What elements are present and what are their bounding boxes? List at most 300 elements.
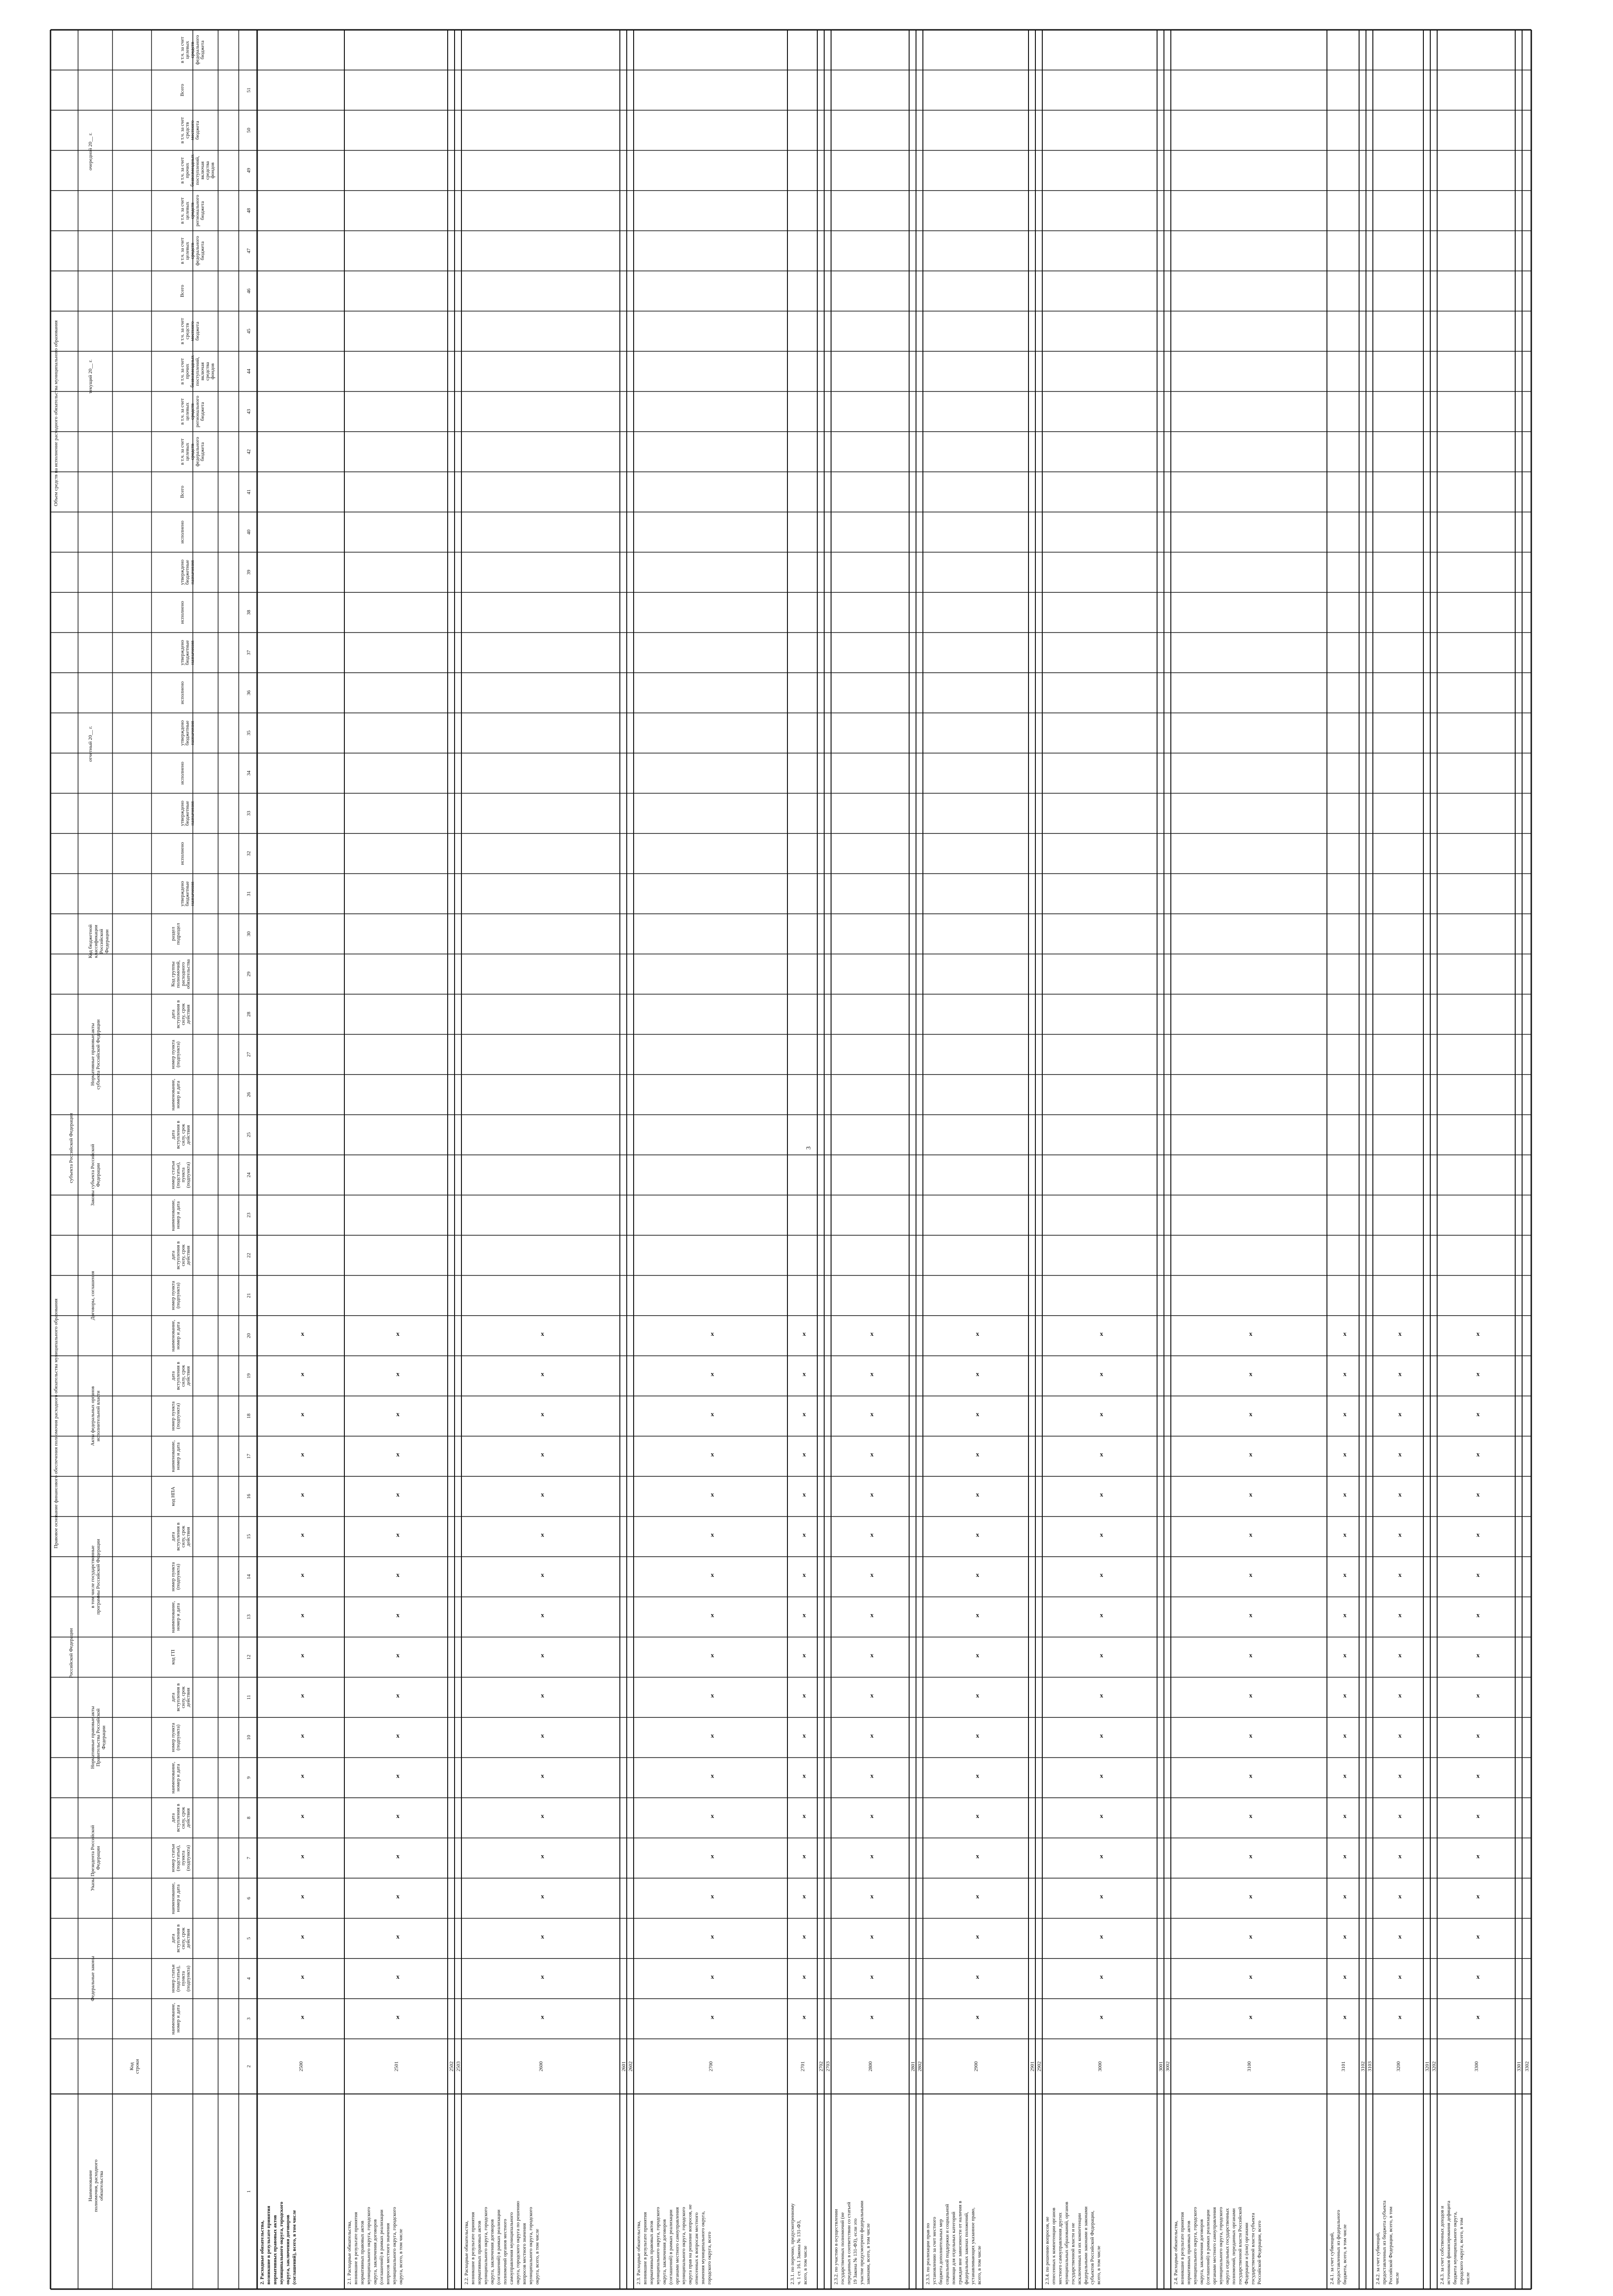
header-col-5-2 [170, 1241, 191, 1269]
empty-cell-mark: x [1343, 1531, 1347, 1539]
empty-cell-mark: x [541, 1330, 544, 1338]
header-col-4-0 [170, 1440, 181, 1472]
empty-cell-mark: x [976, 1812, 979, 1820]
empty-cell-mark: x [1343, 1933, 1347, 1941]
empty-cell-mark: x [711, 1853, 714, 1860]
header-kbk-col-0 [170, 959, 191, 989]
empty-cell-mark: x [1100, 1491, 1103, 1498]
header-vol-col-41 [180, 355, 215, 388]
header-col-6-0 [170, 1199, 181, 1231]
empty-cell-mark: x [1100, 1853, 1103, 1860]
svg-text:в т.ч. за счетцелевыхсредствре: в т.ч. за счетцелевыхсредстврегиональногобюджета [180, 195, 205, 227]
empty-cell-mark: x [1398, 1732, 1402, 1739]
row-code: 2902 [1036, 2061, 1042, 2071]
svg-text:наименование,номер и дата: наименование,номер и дата [170, 1199, 181, 1231]
empty-cell-mark: x [711, 1692, 714, 1699]
empty-cell-mark: x [803, 1371, 806, 1378]
empty-cell-mark: x [976, 1973, 979, 1981]
empty-cell-mark: x [870, 1571, 874, 1579]
empty-cell-mark: x [301, 1893, 304, 1900]
empty-cell-mark: x [803, 1853, 806, 1860]
empty-cell-mark: x [1398, 1612, 1402, 1619]
header-col-1-2 [170, 1804, 191, 1832]
empty-cell-mark: x [396, 1893, 399, 1900]
header-vol-col-29 [180, 842, 185, 865]
empty-cell-mark: x [870, 1773, 874, 1780]
empty-cell-mark: x [1476, 1531, 1480, 1539]
column-number: 37 [246, 650, 252, 655]
header-vol-col-34 [180, 640, 195, 665]
column-number: 2 [246, 2065, 252, 2068]
empty-cell-mark: x [396, 1330, 399, 1338]
svg-text:номер пункта(подпункта): номер пункта(подпункта) [170, 1562, 181, 1592]
empty-cell-mark: x [301, 1853, 304, 1860]
empty-cell-mark: x [1249, 1652, 1253, 1659]
header-col-6-2 [170, 1121, 191, 1149]
header-col-4-2 [170, 1362, 191, 1390]
row-code: 2600 [538, 2061, 544, 2071]
table-row [826, 2061, 831, 2072]
svg-text:наименование,номер и дата: наименование,номер и дата [170, 2003, 181, 2035]
empty-cell-mark: x [301, 1933, 304, 1941]
column-number: 25 [246, 1132, 252, 1137]
empty-cell-mark: x [870, 1411, 874, 1418]
empty-cell-mark: x [1476, 1773, 1480, 1780]
empty-cell-mark: x [1343, 1371, 1347, 1378]
empty-cell-mark: x [870, 1973, 874, 1981]
svg-text:в т.ч. за счетпрочихбезвозмезд: в т.ч. за счетпрочихбезвозмездныхпоступлений,включаясредствафондов [180, 355, 215, 388]
row-title: 2.3.1. по перечню, предусмотренному ч. 1 ст. 16.1 Закона № 131-ФЗ, всего, в том числе [790, 2203, 808, 2285]
row-code: 2702 [818, 2061, 824, 2071]
empty-cell-mark: x [1343, 1330, 1347, 1338]
row-title: 2. Расходные обязательства, возникшие в результате принятия нормативных правовых актов муниципального округа, городского округа, заключения договоров (соглашений), всего, в том числе [259, 2201, 297, 2285]
svg-text:Нормативные правовые актыПрави: Нормативные правовые актыПравительства РоссийскойФедерации [90, 1706, 107, 1769]
header-vol-col-43 [180, 285, 185, 297]
empty-cell-mark: x [976, 1853, 979, 1860]
header-vol-col-45 [180, 195, 205, 226]
empty-cell-mark: x [541, 1973, 544, 1981]
column-number: 40 [246, 529, 252, 535]
table-row [628, 2061, 634, 2071]
empty-cell-mark: x [396, 1571, 399, 1579]
row-title: 2.3.4. по решению вопросов, не отнесенных к компетенции органов местного самоуправления других муниципальных образований, органов государственной власти и не исключенных из их компетенции федеральными законами и законами субъектов Российской Федерации, всего, в том числе [1045, 2201, 1102, 2285]
header-vol-col-31 [180, 761, 185, 784]
table-row [1045, 1331, 1103, 2285]
svg-text:Договоры, соглашения: Договоры, соглашения [90, 1271, 96, 1320]
empty-cell-mark: x [541, 1451, 544, 1458]
row-code: 2501 [393, 2061, 399, 2071]
empty-cell-mark: x [1476, 1411, 1480, 1418]
svg-text:в т.ч. за счетсредствместногоб: в т.ч. за счетсредствместногобюджета [180, 318, 200, 345]
svg-text:наименование,номер и дата: наименование,номер и дата [170, 1761, 181, 1794]
svg-text:наименование,номер и дата: наименование,номер и дата [170, 1601, 181, 1633]
row-code: 3002 [1165, 2061, 1171, 2071]
svg-text:исполнено: исполнено [180, 601, 185, 624]
row-code: 2500 [298, 2061, 304, 2071]
empty-cell-mark: x [301, 1812, 304, 1820]
table-row [1037, 2061, 1042, 2071]
header-current: текущий 20__ г. [88, 359, 93, 394]
empty-cell-mark: x [1476, 2014, 1480, 2021]
header-col-5-1 [170, 1281, 181, 1310]
row-title: 2.3.2. по участию в осуществлении государственных полномочий (не переданных в соответствии со статьей 19 Закона № 131-ФЗ), если это участие предусмотрено федеральными законами, всего, в том числе [833, 2200, 871, 2285]
column-number: 32 [246, 851, 252, 856]
header-group-7 [90, 1019, 101, 1090]
table-row [925, 1331, 982, 2285]
empty-cell-mark: x [1100, 1531, 1103, 1539]
svg-text:датавступления всилу, срокдейс: датавступления всилу, срокдействия [170, 1000, 191, 1029]
empty-cell-mark: x [803, 1812, 806, 1820]
empty-cell-mark: x [803, 1732, 806, 1739]
empty-cell-mark: x [396, 1853, 399, 1860]
row-code: 3201 [1424, 2061, 1430, 2071]
column-number: 24 [246, 1172, 252, 1178]
svg-text:наименование,номер и дата: наименование,номер и дата [170, 1320, 181, 1352]
svg-text:номер пункта(подпункта): номер пункта(подпункта) [170, 1040, 181, 1069]
table-row [819, 2061, 824, 2071]
empty-cell-mark: x [1100, 1371, 1103, 1378]
empty-cell-mark: x [803, 1692, 806, 1699]
header-vol-col-47 [180, 117, 200, 144]
row-code: 2601 [621, 2061, 627, 2071]
empty-cell-mark: x [1249, 1571, 1253, 1579]
empty-cell-mark: x [396, 2014, 399, 2021]
row-title: 2.4. Расходные обязательства, возникшие в результате принятия нормативных правовых актов муниципального округа, городского округа, заключения договоров (соглашений) в рамках реализации органами местного самоуправления муниципального округа, городского округа отдельных государственных полномочий, переданных органами государственной власти Российской Федерации и (или) органами государственной власти субъекта Российской Федерации, всего [1173, 2206, 1262, 2285]
row-code: 3102 [1360, 2061, 1366, 2071]
row-title: 2.3.3. по реализации прав по установлению за счет местного бюджета дополнительных мер социальной поддержки и социальной помощи для отдельных категорий граждан вне зависимости от наличия в федеральных законах положений, устанавливающих указанное право, всего, в том числе [925, 2200, 982, 2285]
empty-cell-mark: x [1398, 1371, 1402, 1378]
header-vol-col-37 [180, 520, 185, 543]
svg-text:в том числе государственныепро: в том числе государственныепрограммы Российской Федерации [90, 1539, 101, 1615]
header-col-6-1 [170, 1161, 191, 1189]
empty-cell-mark: x [396, 1612, 399, 1619]
column-number: 33 [246, 810, 252, 816]
svg-text:код НПА: код НПА [170, 1486, 176, 1506]
row-code: 3101 [1341, 2061, 1346, 2071]
table-header [53, 35, 252, 2212]
header-rf-group: Российской Федерации [68, 1628, 74, 1678]
column-number: 42 [246, 449, 252, 455]
row-code: 3001 [1158, 2061, 1164, 2071]
svg-text:Всего: Всего [180, 285, 185, 298]
table-row [621, 2061, 627, 2071]
row-code: 2802 [917, 2061, 923, 2071]
row-title: 2.1. Расходные обязательства, возникшие в результате принятия нормативных правовых актов муниципального округа, городского округа, заключения договоров (соглашений) в рамках реализации вопросов местного значения муниципального округа, городского округа, всего, в том числе [347, 2207, 404, 2285]
svg-text:Кодстроки: Кодстроки [129, 2059, 140, 2074]
row-title: 2.4.1. за счет субвенций, предоставленных из федерального бюджета, всего, в том числе [1329, 2210, 1348, 2285]
empty-cell-mark: x [1343, 1491, 1347, 1498]
empty-cell-mark: x [803, 1893, 806, 1900]
table-row [1517, 2061, 1522, 2071]
table-row [1432, 2061, 1437, 2071]
empty-cell-mark: x [541, 1571, 544, 1579]
page-number-text: 3 [805, 1146, 812, 1150]
column-number: 22 [246, 1253, 252, 1258]
column-number: 38 [246, 610, 252, 615]
row-code: 2801 [910, 2061, 916, 2071]
header-group-3 [90, 1539, 101, 1615]
svg-text:датавступления всилу, срокдейс: датавступления всилу, срокдействия [170, 1924, 191, 1953]
empty-cell-mark: x [396, 1371, 399, 1378]
empty-cell-mark: x [1398, 1692, 1402, 1699]
empty-cell-mark: x [711, 1812, 714, 1820]
header-vol-col-30 [180, 800, 195, 826]
svg-text:разделподраздел: разделподраздел [170, 923, 181, 945]
svg-text:в т.ч. за счетцелевыхсредствре: в т.ч. за счетцелевыхсредстврегиональногобюджета [180, 395, 205, 428]
header-reporting: отчетный 20__ г. [88, 726, 93, 762]
empty-cell-mark: x [1100, 1571, 1103, 1579]
svg-text:в т.ч. за счетцелевыхсредствфе: в т.ч. за счетцелевыхсредствфедеральногобюджета [180, 437, 205, 467]
header-col-3-2 [170, 1562, 181, 1592]
empty-cell-mark: x [301, 1973, 304, 1981]
header-group-0 [90, 1956, 96, 2001]
empty-cell-mark: x [301, 1411, 304, 1418]
header-col-2-0 [170, 1761, 181, 1793]
column-number: 3 [246, 2017, 252, 2020]
empty-cell-mark: x [1343, 1893, 1347, 1900]
empty-cell-mark: x [803, 1652, 806, 1659]
column-number: 18 [246, 1413, 252, 1419]
empty-cell-mark: x [1476, 1371, 1480, 1378]
column-number: 27 [246, 1052, 252, 1057]
header-vol-col-28 [180, 881, 195, 906]
svg-text:наименование,номер и дата: наименование,номер и дата [170, 1079, 181, 1111]
empty-cell-mark: x [711, 1451, 714, 1458]
column-number: 26 [246, 1092, 252, 1097]
empty-cell-mark: x [1398, 1933, 1402, 1941]
header-col-3-1 [170, 1601, 181, 1632]
header-vol-col-48 [180, 84, 185, 96]
empty-cell-mark: x [1343, 1732, 1347, 1739]
svg-text:в т.ч. за счетцелевыхсредствфе: в т.ч. за счетцелевыхсредствфедеральногобюджета [180, 35, 205, 65]
svg-text:номер статьи(подстатьи),пункта: номер статьи(подстатьи),пункта(подпункта) [170, 1844, 191, 1872]
svg-text:номер пункта(подпункта): номер пункта(подпункта) [170, 1722, 181, 1752]
empty-cell-mark: x [541, 1732, 544, 1739]
empty-cell-mark: x [1100, 1451, 1103, 1458]
row-code: 2701 [800, 2061, 806, 2071]
empty-cell-mark: x [711, 1732, 714, 1739]
empty-cell-mark: x [1343, 1773, 1347, 1780]
row-code: 3100 [1247, 2061, 1252, 2071]
table-row [636, 1331, 714, 2285]
column-number: 20 [246, 1333, 252, 1339]
row-code: 2503 [455, 2061, 461, 2071]
table-row [1158, 2061, 1164, 2071]
empty-cell-mark: x [1476, 1652, 1480, 1659]
header-col-7-1 [170, 1040, 181, 1069]
row-title: 2.4.2. за счет субвенций, предоставленных из бюджета субъекта Российской Федерации, всего, в том числе [1375, 2200, 1400, 2285]
empty-cell-mark: x [1100, 1612, 1103, 1619]
empty-cell-mark: x [1343, 1853, 1347, 1860]
empty-cell-mark: x [803, 1330, 806, 1338]
empty-cell-mark: x [541, 1893, 544, 1900]
column-number: 6 [246, 1897, 252, 1900]
empty-cell-mark: x [711, 1773, 714, 1780]
empty-cell-mark: x [1343, 2014, 1347, 2021]
svg-text:наименование,номер и дата: наименование,номер и дата [170, 1440, 181, 1472]
table-row [1329, 1331, 1348, 2285]
row-code: 2900 [973, 2061, 979, 2071]
column-number: 30 [246, 931, 252, 937]
empty-cell-mark: x [1343, 1571, 1347, 1579]
header-vol-col-44 [180, 236, 205, 266]
empty-cell-mark: x [1476, 1571, 1480, 1579]
svg-text:Законы субъекта РоссийскойФеде: Законы субъекта РоссийскойФедерации [90, 1144, 101, 1206]
empty-cell-mark: x [976, 1371, 979, 1378]
svg-text:номер статьи(подстатьи),пункта: номер статьи(подстатьи),пункта(подпункта) [170, 1964, 191, 1993]
header-vol-col-38 [180, 485, 185, 498]
header-vol-col-39 [180, 437, 205, 467]
column-number: 31 [246, 891, 252, 896]
empty-cell-mark: x [711, 1491, 714, 1498]
empty-cell-mark: x [541, 1371, 544, 1378]
column-number: 48 [246, 208, 252, 214]
svg-text:утвержденобюджетныеназначения: утвержденобюджетныеназначения [180, 800, 195, 826]
empty-cell-mark: x [1398, 1973, 1402, 1981]
empty-cell-mark: x [1249, 1451, 1253, 1458]
column-number: 10 [246, 1735, 252, 1740]
empty-cell-mark: x [301, 1491, 304, 1498]
header-col-2-1 [170, 1723, 181, 1752]
empty-cell-mark: x [541, 1853, 544, 1860]
table-row [347, 1331, 404, 2285]
column-number: 16 [246, 1494, 252, 1499]
empty-cell-mark: x [1100, 2014, 1103, 2021]
empty-cell-mark: x [396, 1491, 399, 1498]
empty-cell-mark: x [396, 1692, 399, 1699]
empty-cell-mark: x [541, 1531, 544, 1539]
column-number: 21 [246, 1293, 252, 1298]
empty-cell-mark: x [976, 1612, 979, 1619]
empty-cell-mark: x [301, 1330, 304, 1338]
empty-cell-mark: x [870, 2014, 874, 2021]
svg-text:в т.ч. за счетпрочихбезвозмезд: в т.ч. за счетпрочихбезвозмездныхпоступлений,включаясредствафондов [180, 154, 215, 187]
column-number: 43 [246, 409, 252, 414]
empty-cell-mark: x [1249, 1531, 1253, 1539]
svg-text:в т.ч. за счетцелевыхсредствфе: в т.ч. за счетцелевыхсредствфедеральногобюджета [180, 236, 205, 266]
table-row [1524, 2061, 1530, 2071]
empty-cell-mark: x [976, 1773, 979, 1780]
empty-cell-mark: x [541, 2014, 544, 2021]
svg-text:номер пункта(подпункта): номер пункта(подпункта) [170, 1401, 181, 1431]
header-group-6 [90, 1144, 101, 1206]
svg-text:номер пункта(подпункта): номер пункта(подпункта) [170, 1281, 181, 1311]
header-subject-group: субъекта Российской Федерации [68, 1113, 74, 1183]
header-col-3-4 [170, 1487, 176, 1506]
header-name-col [88, 2159, 104, 2212]
empty-cell-mark: x [1343, 1612, 1347, 1619]
empty-cell-mark: x [1343, 1973, 1347, 1981]
table-row [1439, 1331, 1480, 2285]
row-code: 3300 [1474, 2061, 1479, 2071]
empty-cell-mark: x [1100, 1411, 1103, 1418]
empty-cell-mark: x [301, 1692, 304, 1699]
header-col-0-2 [170, 1925, 191, 1953]
empty-cell-mark: x [541, 1933, 544, 1941]
empty-cell-mark: x [396, 1451, 399, 1458]
header-col-7-2 [170, 1000, 191, 1028]
column-number: 13 [246, 1614, 252, 1620]
empty-cell-mark: x [1100, 1893, 1103, 1900]
row-title: 2.4.3. за счет собственных доходов и источников финансирования дефицита бюджета муниципального округа, городского округа, всего, в том числе [1439, 2200, 1471, 2285]
empty-cell-mark: x [1398, 1531, 1402, 1539]
empty-cell-mark: x [711, 1933, 714, 1941]
column-number: 12 [246, 1654, 252, 1660]
empty-cell-mark: x [1476, 1853, 1480, 1860]
column-number: 47 [246, 248, 252, 253]
empty-cell-mark: x [541, 1652, 544, 1659]
column-number: 29 [246, 971, 252, 977]
empty-cell-mark: x [1249, 1973, 1253, 1981]
column-number: 17 [246, 1453, 252, 1459]
empty-cell-mark: x [301, 1612, 304, 1619]
row-code: 2602 [628, 2061, 634, 2071]
empty-cell-mark: x [803, 1773, 806, 1780]
empty-cell-mark: x [1343, 1692, 1347, 1699]
row-code: 2901 [1029, 2061, 1035, 2071]
empty-cell-mark: x [976, 1491, 979, 1498]
empty-cell-mark: x [1100, 1773, 1103, 1780]
empty-cell-mark: x [1100, 1732, 1103, 1739]
empty-cell-mark: x [711, 1531, 714, 1539]
empty-cell-mark: x [803, 1491, 806, 1498]
empty-cell-mark: x [711, 1973, 714, 1981]
empty-cell-mark: x [396, 1652, 399, 1659]
table-row [833, 1331, 874, 2285]
column-number: 7 [246, 1857, 252, 1859]
empty-cell-mark: x [711, 1371, 714, 1378]
table-row [1360, 2061, 1366, 2071]
header-col-3-0 [170, 1649, 176, 1665]
header-vol-col-36 [180, 559, 195, 585]
column-number: 50 [246, 128, 252, 133]
empty-cell-mark: x [803, 2014, 806, 2021]
empty-cell-mark: x [301, 1531, 304, 1539]
svg-text:утвержденобюджетныеназначения: утвержденобюджетныеназначения [180, 640, 195, 665]
row-code: 3302 [1524, 2061, 1530, 2071]
svg-text:в т.ч. за счетсредствместногоб: в т.ч. за счетсредствместногобюджета [180, 117, 200, 144]
header-vol-col-49 [180, 35, 205, 65]
empty-cell-mark: x [396, 1411, 399, 1418]
header-vol-col-33 [180, 681, 185, 704]
empty-cell-mark: x [1100, 1933, 1103, 1941]
empty-cell-mark: x [711, 1652, 714, 1659]
empty-cell-mark: x [541, 1692, 544, 1699]
empty-cell-mark: x [1249, 1411, 1253, 1418]
header-kbk-col-1 [170, 923, 181, 945]
empty-cell-mark: x [976, 1692, 979, 1699]
column-number: 34 [246, 771, 252, 776]
svg-text:утвержденобюджетныеназначения: утвержденобюджетныеназначения [180, 881, 195, 906]
column-number: 39 [246, 569, 252, 575]
header-next: очередной 20__ г. [88, 132, 93, 171]
empty-cell-mark: x [976, 2014, 979, 2021]
table-row [1425, 2061, 1430, 2071]
empty-cell-mark: x [711, 2014, 714, 2021]
header-col-5-0 [170, 1320, 181, 1351]
column-number: 23 [246, 1212, 252, 1218]
header-vol-col-35 [180, 601, 185, 624]
svg-text:код ГП: код ГП [170, 1649, 176, 1665]
header-kbk-group [88, 924, 110, 958]
svg-text:исполнено: исполнено [180, 761, 185, 785]
column-number: 49 [246, 168, 252, 173]
empty-cell-mark: x [1476, 1451, 1480, 1458]
empty-cell-mark: x [1343, 1451, 1347, 1458]
row-code: 3301 [1516, 2061, 1522, 2071]
empty-cell-mark: x [1100, 1973, 1103, 1981]
table-row [790, 1331, 808, 2285]
